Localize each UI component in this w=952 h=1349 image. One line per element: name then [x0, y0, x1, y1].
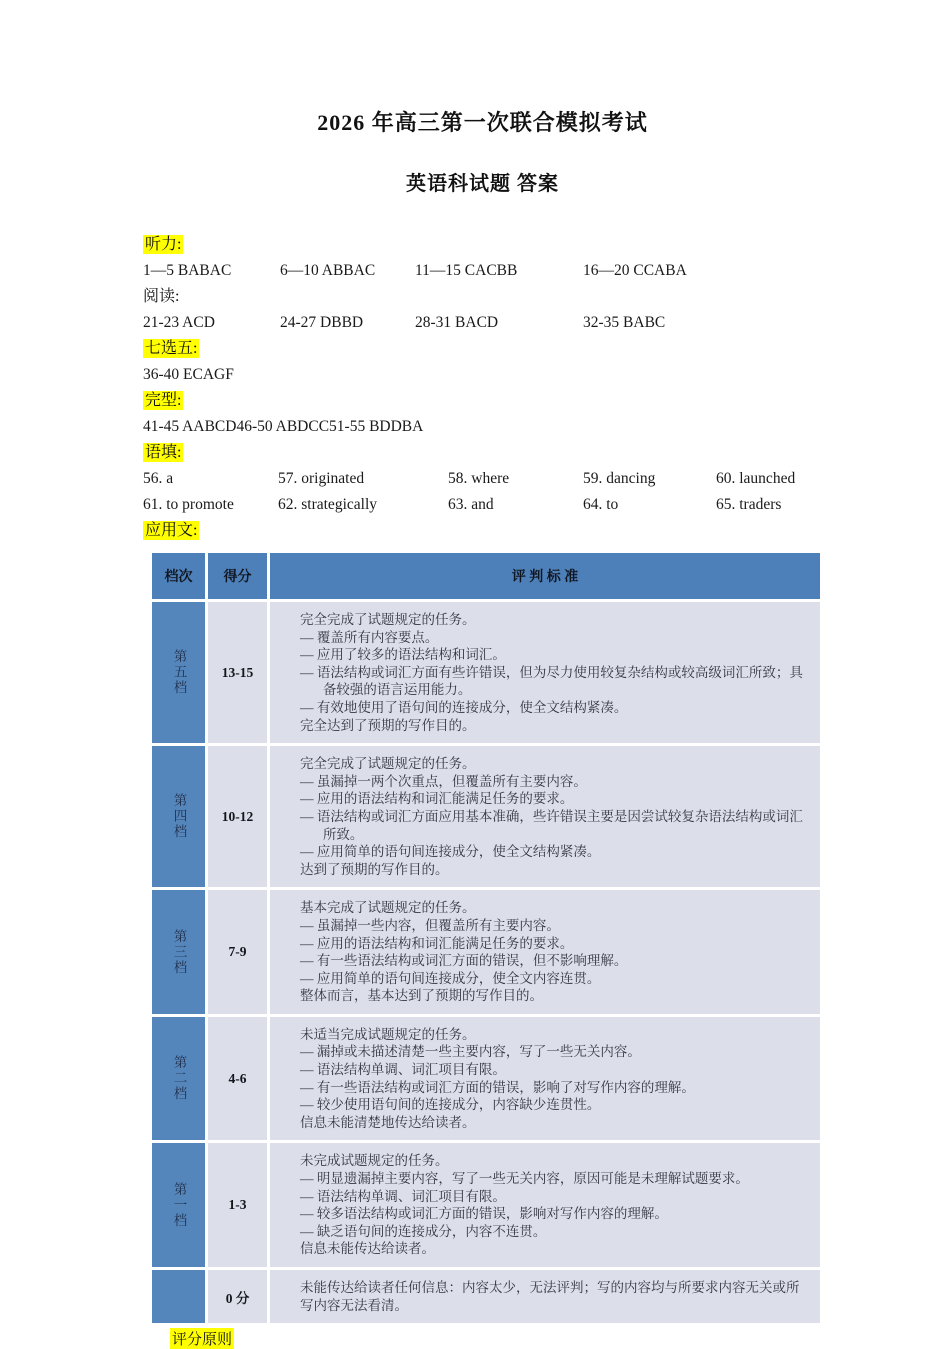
rubric-row [152, 890, 820, 1014]
answer-row [143, 362, 822, 388]
answer-item: 6—10 ABBAC [280, 262, 376, 279]
rubric-criteria-cell [270, 1270, 820, 1323]
answer-item: 28-31 BACD [415, 314, 499, 331]
rubric-criteria-line: 达到了预期的写作目的。 [300, 861, 449, 877]
section-label-row [143, 284, 822, 310]
rubric-criteria-cell [270, 746, 820, 887]
answer-section [143, 440, 822, 518]
section-label: 语填: [145, 444, 182, 461]
rubric-score-cell: 10-12 [208, 746, 267, 887]
answer-item: 46-50 ABDCC [236, 418, 330, 435]
section-label-row [143, 388, 822, 414]
rubric-criteria-line: 未适当完成试题规定的任务。 [300, 1026, 476, 1042]
rubric-criteria-line: — 应用的语法结构和词汇能满足任务的要求。 [300, 935, 574, 951]
answer-section [143, 518, 822, 544]
rubric-criteria-cell [270, 890, 820, 1014]
section-label: 完型: [145, 392, 182, 409]
answer-row [143, 310, 822, 336]
rubric-level-text: 第四档 [171, 793, 187, 840]
answer-item: 51-55 BDDBA [329, 418, 424, 435]
answer-item: 61. to promote [143, 496, 234, 513]
answer-row [143, 414, 822, 440]
section-label: 七选五: [145, 340, 198, 357]
rubric-row [152, 602, 820, 743]
rubric-level-cell [152, 1017, 205, 1141]
section-label-row [143, 518, 822, 544]
answer-item: 32-35 BABC [583, 314, 666, 331]
rubric-criteria-line: 基本完成了试题规定的任务。 [300, 900, 476, 916]
answer-item: 36-40 ECAGF [143, 366, 234, 383]
answer-section [143, 284, 822, 336]
rubric-criteria-line: 未能传达给读者任何信息：内容太少，无法评判；写的内容均与所要求内容无关或所写内容无法看清。 [300, 1280, 800, 1313]
rubric-score-cell: 13-15 [208, 602, 267, 743]
rubric-level-text: 第三档 [171, 928, 187, 976]
rubric-criteria-line: — 覆盖所有内容要点。 [300, 629, 439, 645]
rubric-criteria-cell [270, 1017, 820, 1141]
rubric-criteria-cell [270, 602, 820, 743]
rubric-criteria-line: 完全完成了试题规定的任务。 [300, 612, 476, 627]
rubric-level-text: 第五档 [171, 649, 187, 696]
rubric-score-cell: 1-3 [208, 1143, 267, 1267]
rubric-table [149, 550, 823, 1326]
rubric-level-cell [152, 746, 205, 887]
answer-row [143, 492, 822, 518]
rubric-header-cell: 档次 [152, 553, 205, 599]
clipped-section-label: 评分原则 [170, 1328, 234, 1349]
rubric-criteria-line: — 有效地使用了语句间的连接成分，使全文结构紧凑。 [300, 699, 628, 715]
section-label-row [143, 232, 822, 258]
page-subtitle: 英语科试题 答案 [406, 173, 559, 195]
answer-section [143, 336, 822, 388]
rubric-criteria-line: — 语法结构或词汇方面有些许错误，但为尽力使用较复杂结构或较高级词汇所致；具备较强的语言运用能力。 [300, 664, 803, 698]
answer-item: 11—15 CACBB [415, 262, 518, 279]
rubric-header-row [152, 553, 820, 599]
rubric-criteria-line: — 语法结构或词汇方面应用基本准确，些许错误主要是因尝试较复杂语法结构或词汇所致。 [300, 808, 803, 842]
rubric-header-cell: 得分 [208, 553, 267, 599]
rubric-criteria-line: — 有一些语法结构或词汇方面的错误，影响了对写作内容的理解。 [300, 1079, 695, 1095]
page-title: 2026 年高三第一次联合模拟考试 [317, 110, 648, 135]
answer-item: 58. where [448, 470, 510, 487]
rubric-level-cell [152, 890, 205, 1014]
answer-section [143, 388, 822, 440]
rubric-criteria-line: 完全达到了预期的写作目的。 [300, 717, 476, 733]
answer-item: 56. a [143, 470, 174, 487]
answer-row [143, 258, 822, 284]
rubric-criteria-line: 整体而言，基本达到了预期的写作目的。 [300, 988, 543, 1004]
rubric-level-text: 第二档 [171, 1055, 187, 1102]
answer-item: 59. dancing [583, 470, 656, 487]
answer-item: 1—5 BABAC [143, 262, 232, 279]
rubric-criteria-line: — 缺乏语句间的连接成分，内容不连贯。 [300, 1223, 547, 1239]
rubric-criteria-line: — 应用的语法结构和词汇能满足任务的要求。 [300, 791, 574, 807]
rubric-row [152, 746, 820, 887]
rubric-criteria-line: — 应用简单的语句间连接成分，使全文内容连贯。 [300, 970, 601, 986]
answer-item: 57. originated [278, 470, 365, 487]
answer-row [143, 466, 822, 492]
section-label-row [143, 440, 822, 466]
section-label: 阅读: [143, 288, 180, 305]
answer-item: 60. launched [716, 470, 796, 487]
rubric-criteria-line: 未完成试题规定的任务。 [300, 1153, 449, 1169]
answer-item: 41-45 AABCD [143, 418, 237, 435]
answer-item: 65. traders [716, 496, 782, 513]
rubric-score-cell: 0 分 [208, 1270, 267, 1323]
rubric-criteria-line: — 较多语法结构或词汇方面的错误，影响对写作内容的理解。 [300, 1206, 668, 1222]
answer-section [143, 232, 822, 284]
rubric-criteria-line: 信息未能清楚地传达给读者。 [300, 1114, 476, 1130]
rubric-level-cell [152, 1270, 205, 1323]
section-label: 应用文: [145, 522, 198, 539]
rubric-level-cell [152, 1143, 205, 1267]
rubric-criteria-line: — 虽漏掉一些内容，但覆盖所有主要内容。 [300, 917, 560, 933]
rubric-criteria-line: — 语法结构单调、词汇项目有限。 [300, 1188, 506, 1204]
rubric-criteria-line: — 语法结构单调、词汇项目有限。 [300, 1062, 506, 1078]
rubric-criteria-line: — 漏掉或未描述清楚一些主要内容，写了一些无关内容。 [300, 1044, 641, 1060]
rubric-criteria-line: — 较少使用语句间的连接成分，内容缺少连贯性。 [300, 1097, 601, 1113]
rubric-score-cell: 7-9 [208, 890, 267, 1014]
rubric-header-cell: 评 判 标 准 [270, 553, 820, 599]
rubric-level-text: 第一档 [171, 1181, 187, 1229]
rubric-criteria-line: 完全完成了试题规定的任务。 [300, 756, 476, 772]
rubric-row [152, 1270, 820, 1323]
rubric-criteria-line: — 明显遗漏掉主要内容，写了一些无关内容，原因可能是未理解试题要求。 [300, 1171, 749, 1187]
rubric-level-cell [152, 602, 205, 743]
answer-item: 62. strategically [278, 496, 377, 513]
rubric-score-cell: 4-6 [208, 1017, 267, 1141]
answer-item: 64. to [583, 496, 619, 513]
rubric-criteria-line: — 应用了较多的语法结构和词汇。 [300, 647, 506, 663]
clipped-section-label-wrap [170, 1328, 260, 1349]
section-label: 听力: [145, 236, 182, 253]
rubric-criteria-cell [270, 1143, 820, 1267]
rubric-criteria-line: 信息未能传达给读者。 [300, 1241, 435, 1257]
answer-item: 63. and [448, 496, 494, 513]
answer-item: 24-27 DBBD [280, 314, 364, 331]
rubric-row [152, 1017, 820, 1141]
answer-item: 16—20 CCABA [583, 262, 687, 279]
answer-sections [143, 232, 822, 544]
rubric-criteria-line: — 虽漏掉一两个次重点，但覆盖所有主要内容。 [300, 773, 587, 789]
rubric-row [152, 1143, 820, 1267]
answer-item: 21-23 ACD [143, 314, 215, 331]
rubric-criteria-line: — 有一些语法结构或词汇方面的错误，但不影响理解。 [300, 953, 628, 969]
rubric-criteria-line: — 应用简单的语句间连接成分，使全文结构紧凑。 [300, 844, 601, 860]
section-label-row [143, 336, 822, 362]
